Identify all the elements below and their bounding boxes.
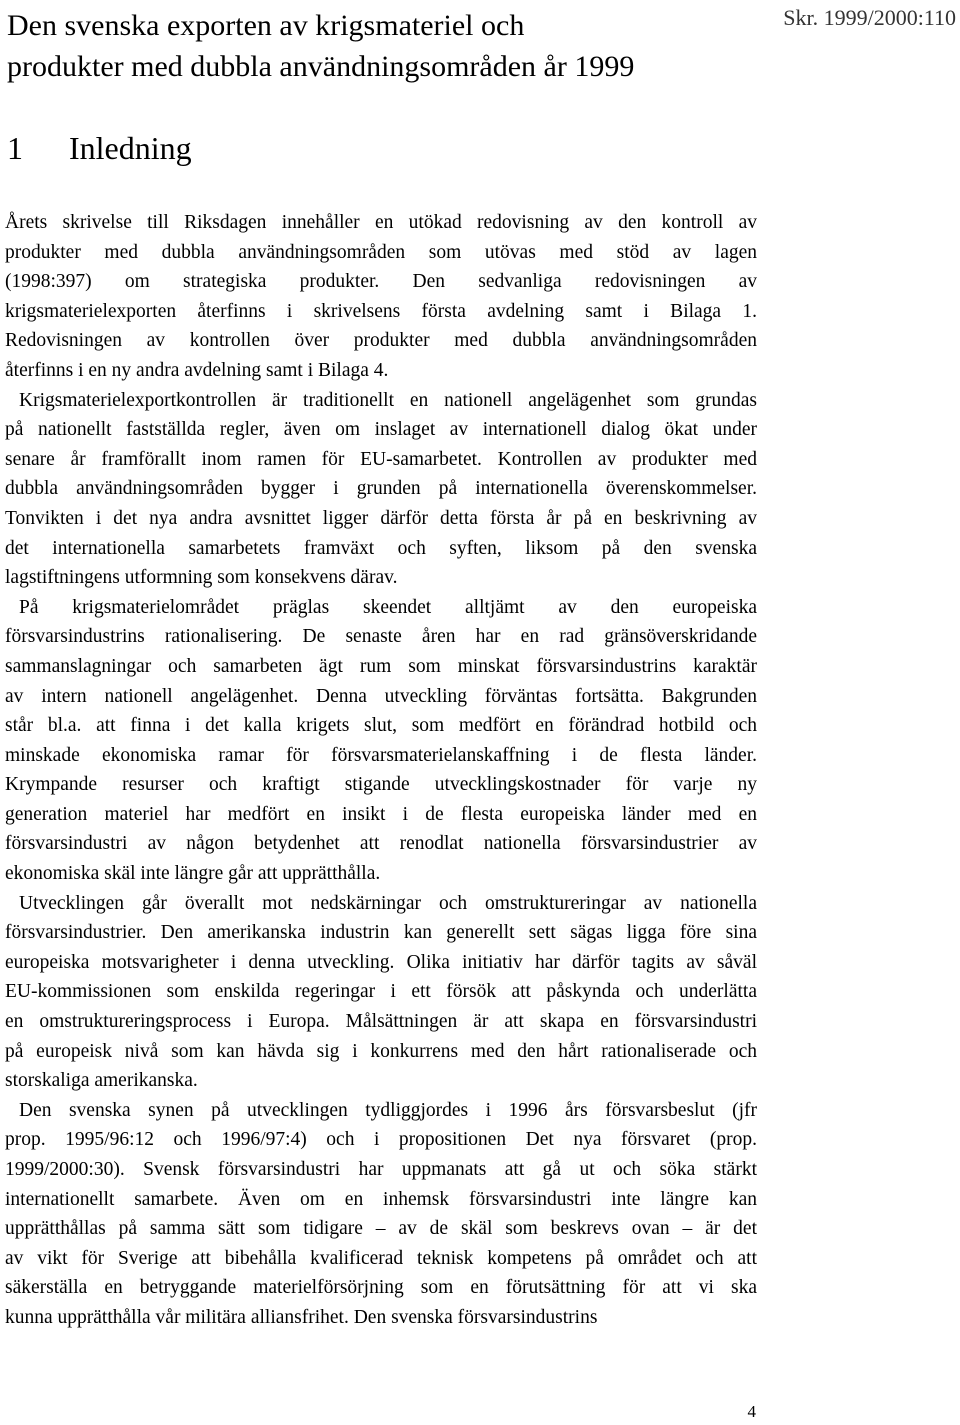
- paragraph-line: lagstiftningens utformning som konsekvens därav.: [5, 567, 398, 589]
- document-reference: Skr. 1999/2000:110: [783, 5, 956, 30]
- paragraph-line: generation materiel har medfört en insikt i de flesta europeiska länder med en: [5, 803, 757, 825]
- section-title: Inledning: [69, 130, 192, 166]
- paragraph-line: internationellt samarbete. Även om en inhemsk försvarsindustri inte längre kan: [5, 1188, 757, 1210]
- paragraph-line: försvarsindustrins rationalisering. De senaste åren har en rad gränsöverskridande: [5, 626, 757, 648]
- paragraph-line: På krigsmaterielområdet präglas skeendet alltjämt av den europeiska: [19, 596, 757, 618]
- paragraph-line: Krympande resurser och kraftigt stigande utvecklingskostnader för varje ny: [5, 774, 757, 796]
- paragraph-line: europeiska motsvarigheter i denna utveckling. Olika initiativ har därför tagits av såväl: [5, 951, 757, 973]
- paragraph-line: Årets skrivelse till Riksdagen innehåller en utökad redovisning av den kontroll av: [5, 212, 757, 233]
- paragraph-line: storskaliga amerikanska.: [5, 1070, 198, 1092]
- paragraph: [5, 386, 757, 593]
- paragraph-line: av vikt för Sverige att bibehålla kvalificerad teknisk kompetens på området och att: [5, 1247, 757, 1269]
- paragraph-line: sammanslagningar och samarbeten ägt rum som minskat försvarsindustrins karaktär: [5, 655, 757, 677]
- paragraph-line: ekonomiska skäl inte längre går att upprätthålla.: [5, 863, 381, 885]
- paragraph-line: en omstruktureringsprocess i Europa. Målsättningen är att skapa en försvarsindustri: [5, 1011, 757, 1033]
- paragraph-line: Krigsmaterielexportkontrollen är traditionellt en nationell angelägenhet som grundas: [19, 389, 757, 411]
- paragraph-line: kunna upprätthålla vår militära alliansfrihet. Den svenska försvarsindustrins: [5, 1306, 598, 1328]
- paragraph-line: 1999/2000:30). Svensk försvarsindustri har uppmanats att gå ut och söka stärkt: [5, 1159, 757, 1180]
- paragraph-line: Utvecklingen går överallt mot nedskärningar och omstruktureringar av nationella: [19, 892, 757, 914]
- paragraph: [5, 1096, 757, 1333]
- paragraph: [5, 889, 757, 1096]
- paragraph-line: upprätthållas på samma sätt som tidigare – av de skäl som beskrevs ovan – är det: [5, 1218, 757, 1240]
- paragraph-line: Tonvikten i det nya andra avsnittet ligger därför detta första år på en beskrivning av: [5, 507, 757, 529]
- paragraph: [5, 208, 757, 386]
- paragraph-line: produkter med dubbla användningsområden som utövas med stöd av lagen: [5, 241, 757, 263]
- paragraph-line: prop. 1995/96:12 och 1996/97:4) och i propositionen Det nya försvaret (prop.: [5, 1129, 757, 1151]
- paragraph-line: (1998:397) om strategiska produkter. Den sedvanliga redovisningen av: [5, 271, 757, 293]
- page-number: 4: [747, 1402, 756, 1421]
- paragraph-line: krigsmaterielexporten återfinns i skrivelsens första avdelning samt i Bilaga 1.: [5, 300, 757, 322]
- section-number: 1: [7, 130, 23, 166]
- paragraph-line: försvarsindustri av någon betydenhet att renodlat nationella försvarsindustrier av: [5, 833, 757, 855]
- paragraph-line: Den svenska synen på utvecklingen tydliggjordes i 1996 års försvarsbeslut (jfr: [19, 1099, 757, 1121]
- document-title: [7, 5, 767, 87]
- paragraph-line: på europeisk nivå som kan hävda sig i konkurrens med den hårt rationaliserade och: [5, 1040, 757, 1062]
- paragraph-line: senare år framförallt inom ramen för EU-samarbetet. Kontrollen av produkter med: [5, 448, 757, 470]
- paragraph-line: EU-kommissionen som enskilda regeringar i ett försök att påskynda och underlätta: [5, 981, 757, 1003]
- paragraph-line: återfinns i en ny andra avdelning samt i Bilaga 4.: [5, 359, 389, 381]
- paragraph-line: minskade ekonomiska ramar för försvarsmaterielanskaffning i de flesta länder.: [5, 744, 757, 766]
- paragraph-line: Redovisningen av kontrollen över produkter med dubbla användningsområden: [5, 330, 757, 352]
- section-heading: [7, 128, 192, 168]
- paragraph-line: står bl.a. att finna i det kalla krigets slut, som medfört en förändrad hotbild och: [5, 715, 757, 737]
- paragraph: [5, 593, 757, 889]
- paragraph-line: säkerställa en betryggande materielförsörjning som en förutsättning för att vi ska: [5, 1277, 757, 1299]
- paragraph-line: försvarsindustrier. Den amerikanska industrin kan generellt sett sägas ligga före sina: [5, 922, 757, 944]
- paragraph-line: dubbla användningsområden bygger i grunden på internationella överenskommelser.: [5, 478, 757, 500]
- document-title-line: produkter med dubbla användningsområden år 1999: [7, 50, 635, 83]
- paragraph-line: det internationella samarbetets framväxt och syften, liksom på den svenska: [5, 537, 757, 559]
- document-title-line: Den svenska exporten av krigsmateriel och: [7, 9, 525, 42]
- body-text: [5, 208, 757, 1333]
- paragraph-line: på nationellt fastställda regler, även om inslaget av internationell dialog ökat under: [5, 419, 757, 441]
- paragraph-line: av intern nationell angelägenhet. Denna utveckling förväntas fortsätta. Bakgrunden: [5, 685, 757, 707]
